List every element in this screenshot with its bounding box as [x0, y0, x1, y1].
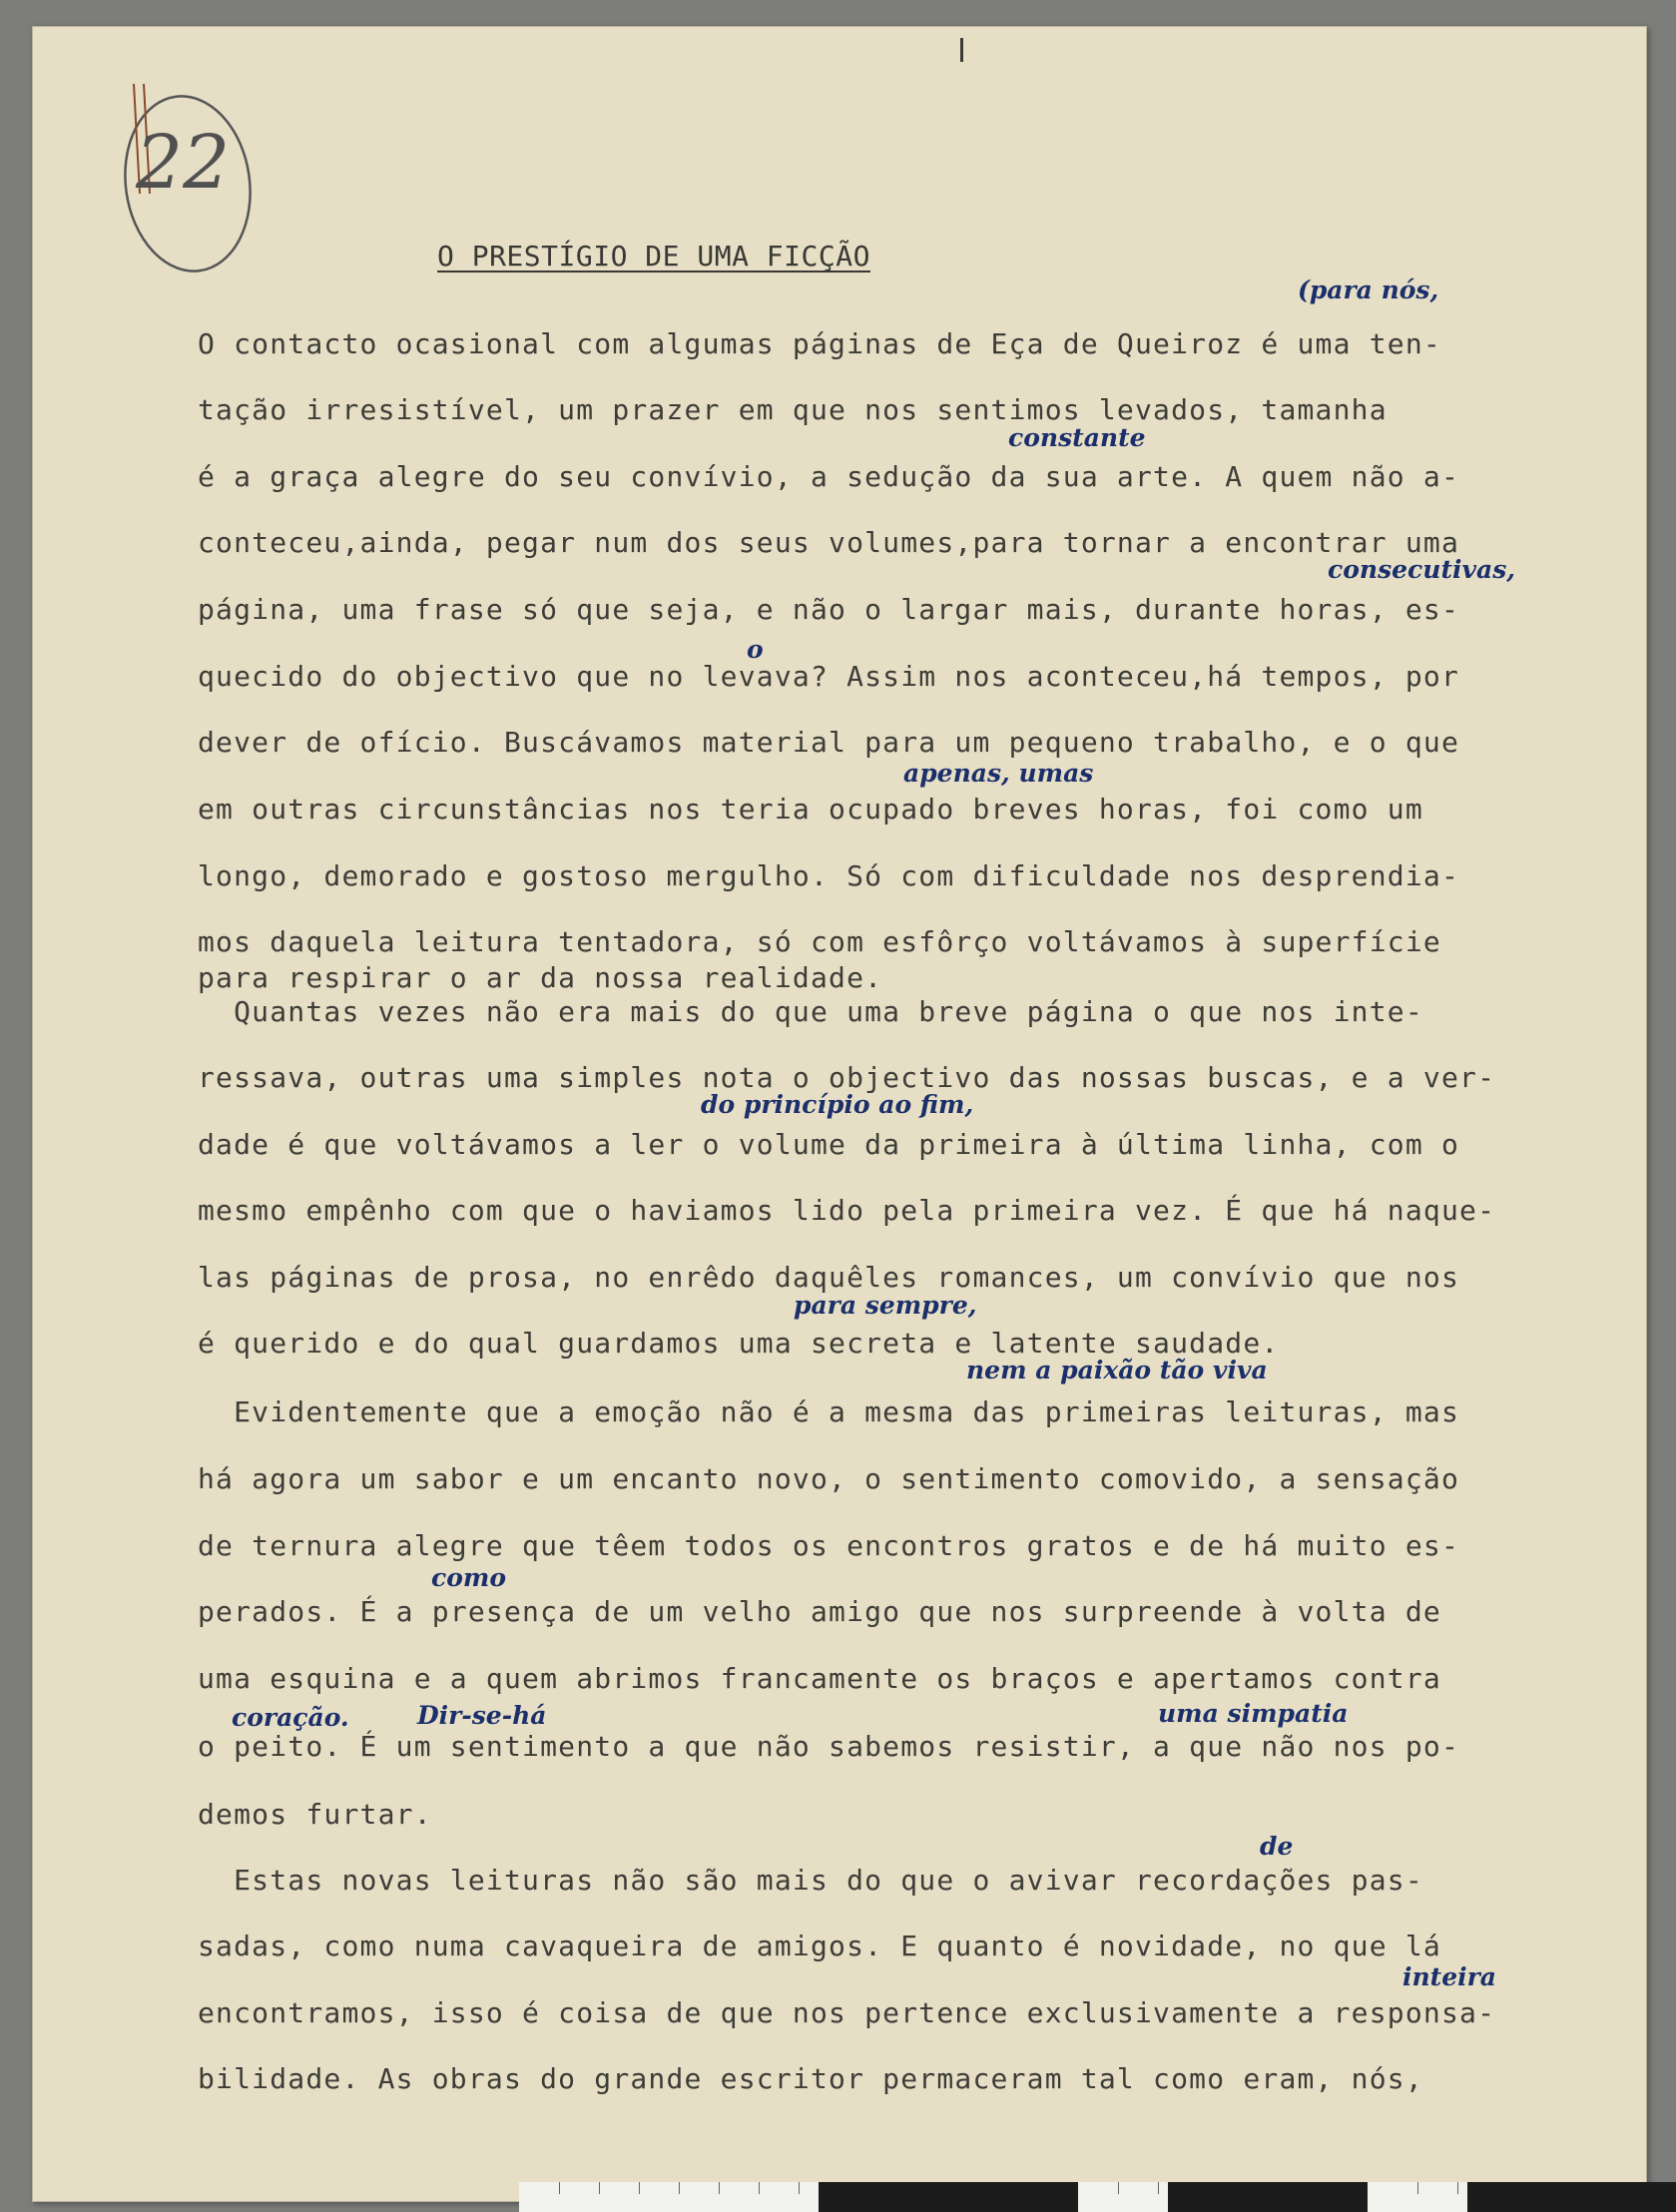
- handwritten-insertion: de: [1260, 1832, 1294, 1861]
- handwritten-insertion: coração.: [232, 1703, 349, 1732]
- text-line: Quantas vezes não era mais do que uma breve página o que nos inte-: [198, 995, 1423, 1028]
- page-title: O PRESTÍGIO DE UMA FICÇÃO: [437, 240, 870, 273]
- handwritten-insertion: para sempre,: [794, 1291, 977, 1320]
- text-line: perados. É a presença de um velho amigo que nos surpreende à volta de: [198, 1595, 1441, 1628]
- handwritten-insertion: inteira: [1402, 1962, 1496, 1991]
- text-line: para respirar o ar da nossa realidade.: [198, 961, 883, 994]
- handwritten-insertion: consecutivas,: [1328, 555, 1516, 584]
- text-line: o peito. É um sentimento a que não sabemos resistir, a que não nos po-: [198, 1730, 1460, 1763]
- handwritten-insertion: (para nós,: [1298, 276, 1439, 304]
- color-scale-bar: [519, 2182, 1676, 2212]
- handwritten-insertion: o: [747, 635, 764, 664]
- text-line: Evidentemente que a emoção não é a mesma das primeiras leituras, mas: [198, 1395, 1460, 1428]
- text-line: Estas novas leituras não são mais do que o avivar recordações pas-: [198, 1864, 1423, 1897]
- text-line: quecido do objectivo que no levava? Assim nos aconteceu,há tempos, por: [198, 660, 1460, 693]
- folio-number-text: 22: [136, 120, 231, 206]
- text-line: em outras circunstâncias nos teria ocupado breves horas, foi como um: [198, 793, 1423, 826]
- staple-mark: [960, 38, 963, 62]
- text-line: demos furtar.: [198, 1798, 432, 1831]
- handwritten-insertion: apenas, umas: [903, 759, 1094, 788]
- text-line: dade é que voltávamos a ler o volume da primeira à última linha, com o: [198, 1128, 1460, 1161]
- text-line: dever de ofício. Buscávamos material para um pequeno trabalho, e o que: [198, 726, 1460, 759]
- text-line: de ternura alegre que têem todos os encontros gratos e de há muito es-: [198, 1529, 1460, 1562]
- text-line: las páginas de prosa, no enrêdo daquêles romances, um convívio que nos: [198, 1261, 1460, 1294]
- text-line: bilidade. As obras do grande escritor permaceram tal como eram, nós,: [198, 2062, 1423, 2095]
- text-line: é querido e do qual guardamos uma secreta e latente saudade.: [198, 1327, 1280, 1360]
- text-line: longo, demorado e gostoso mergulho. Só com dificuldade nos desprendia-: [198, 859, 1460, 892]
- handwritten-insertion: constante: [1008, 423, 1146, 452]
- text-line: há agora um sabor e um encanto novo, o sentimento comovido, a sensação: [198, 1462, 1460, 1495]
- text-line: ressava, outras uma simples nota o objectivo das nossas buscas, e a ver-: [198, 1061, 1496, 1094]
- text-line: é a graça alegre do seu convívio, a sedução da sua arte. A quem não a-: [198, 460, 1460, 493]
- text-line: O contacto ocasional com algumas páginas de Eça de Queiroz é uma ten-: [198, 327, 1441, 360]
- text-line: encontramos, isso é coisa de que nos pertence exclusivamente a responsa-: [198, 1996, 1496, 2029]
- text-line: conteceu,ainda, pegar num dos seus volumes,para tornar a encontrar uma: [198, 526, 1460, 559]
- text-line: mos daquela leitura tentadora, só com esfôrço voltávamos à superfície: [198, 925, 1441, 958]
- handwritten-insertion: Dir-se-há: [417, 1701, 547, 1730]
- text-line: página, uma frase só que seja, e não o largar mais, durante horas, es-: [198, 593, 1460, 626]
- folio-number: [116, 84, 266, 283]
- handwritten-insertion: como: [431, 1563, 507, 1592]
- handwritten-insertion: do princípio ao fim,: [701, 1090, 974, 1119]
- text-line: tação irresistível, um prazer em que nos sentimos levados, tamanha: [198, 393, 1388, 426]
- handwritten-insertion: nem a paixão tão viva: [966, 1356, 1268, 1384]
- text-line: mesmo empênho com que o haviamos lido pela primeira vez. É que há naque-: [198, 1194, 1496, 1227]
- handwritten-insertion: uma simpatia: [1158, 1699, 1349, 1728]
- text-line: sadas, como numa cavaqueira de amigos. E quanto é novidade, no que lá: [198, 1930, 1441, 1962]
- text-line: uma esquina e a quem abrimos francamente os braços e apertamos contra: [198, 1662, 1441, 1695]
